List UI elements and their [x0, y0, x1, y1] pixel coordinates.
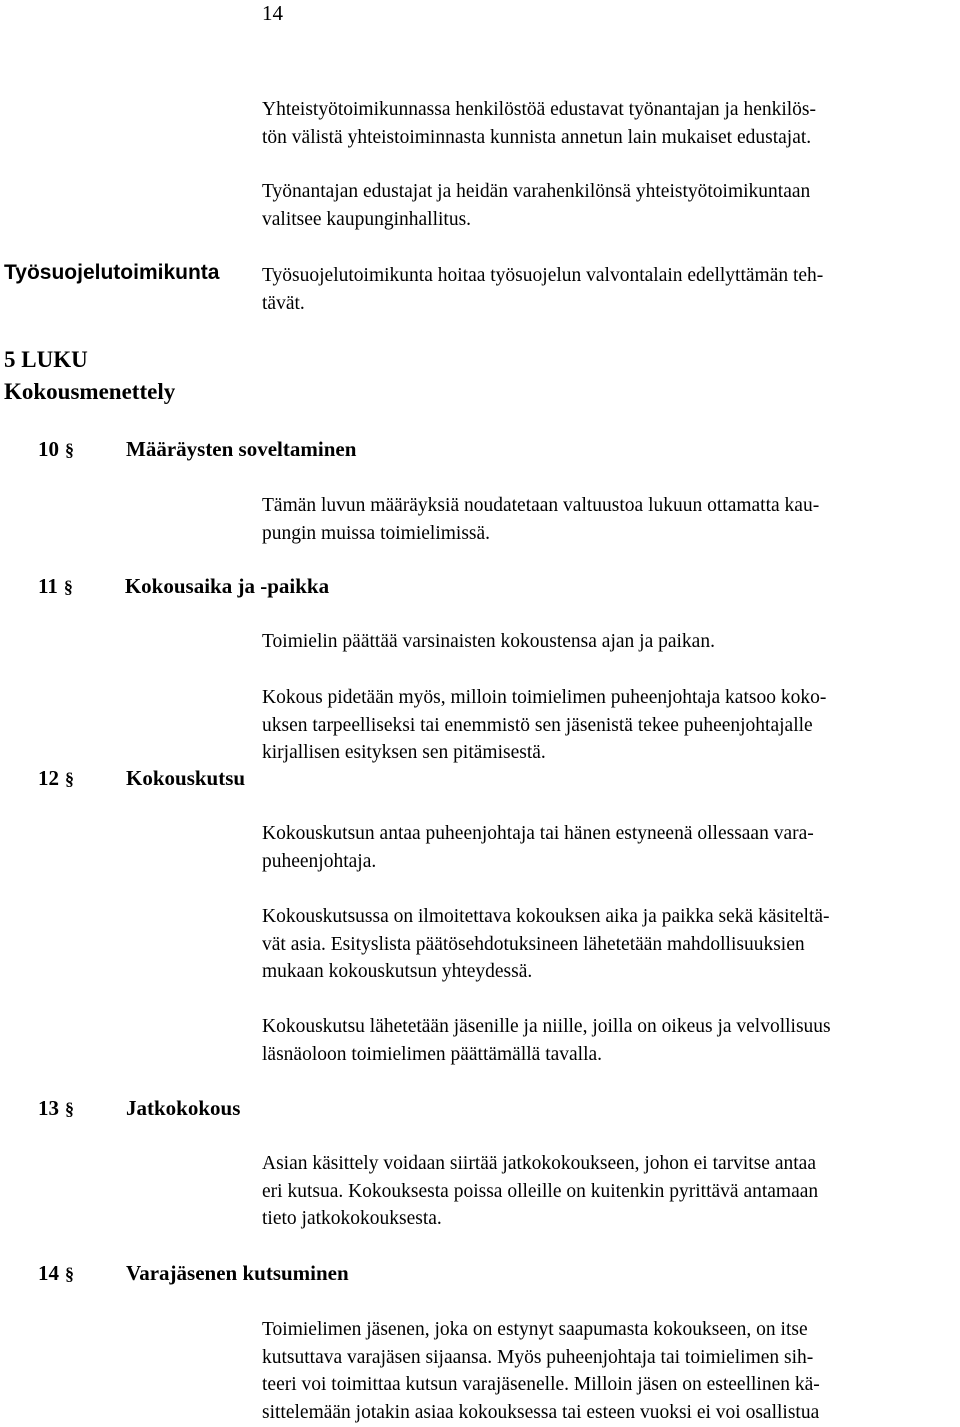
text-line: Kokouskutsu lähetetään jäsenille ja niille, joilla on oikeus ja velvollisuus: [262, 1016, 831, 1037]
section-title: Kokousaika ja -paikka: [124, 574, 330, 598]
section-title: Varajäsenen kutsuminen: [126, 1261, 349, 1285]
section-number: 14: [38, 1261, 59, 1285]
section-title: Jatkokokous: [126, 1096, 241, 1120]
text-line: Toimielimen jäsenen, joka on estynyt saapumasta kokoukseen, on itse: [262, 1319, 808, 1340]
text-line: mukaan kokouskutsun yhteydessä.: [262, 961, 533, 982]
text-line: uksen tarpeelliseksi tai enemmistö sen jäsenistä tekee puheenjohtajalle: [262, 714, 813, 736]
paragraph-employer-representatives: [262, 178, 958, 233]
paragraph-yhteistyotoimikunta-members: [262, 96, 958, 151]
paragraph-section-13: [262, 1150, 958, 1233]
section-sign-icon: §: [65, 769, 74, 789]
paragraph-section-12-a: [262, 820, 958, 875]
text-line: pungin muissa toimielimissä.: [262, 522, 491, 544]
margin-heading: Työsuojelutoimikunta: [4, 261, 220, 284]
chapter-heading: [4, 344, 175, 408]
paragraph-section-12-b: [262, 903, 958, 986]
text-line: Toimielin päättää varsinaisten kokoustensa ajan ja paikan.: [262, 631, 715, 652]
section-number: 12: [38, 766, 59, 790]
text-line: Työnantajan edustajat ja heidän varahenkilönsä yhteistyötoimikuntaan: [262, 181, 811, 202]
text-line: Työsuojelutoimikunta hoitaa työsuojelun valvontalain edellyttämän teh-: [262, 265, 824, 286]
text-line: tön välistä yhteistoiminnasta kunnista annetun lain mukaiset edustajat.: [262, 126, 812, 148]
text-line: kutsuttava varajäsen sijaansa. Myös puheenjohtaja tai toimielimen sih-: [262, 1346, 814, 1368]
chapter-title: Kokousmenettely: [4, 379, 176, 404]
text-line: läsnäoloon toimielimen päättämällä tavalla.: [262, 1043, 603, 1065]
text-line: sittelemään jotakin asiaa kokouksessa tai esteen vuoksi ei voi osallistua: [262, 1401, 820, 1423]
section-title: Määräysten soveltaminen: [126, 437, 357, 461]
text-line: Kokous pidetään myös, milloin toimielimen puheenjohtaja katsoo koko-: [262, 687, 827, 708]
paragraph-section-12-c: [262, 1013, 958, 1068]
text-line: tävät.: [262, 292, 305, 314]
text-line: eri kutsua. Kokouksesta poissa olleille on kuitenkin pyrittävä antamaan: [262, 1180, 819, 1202]
section-sign-icon: §: [65, 1099, 74, 1119]
section-sign-icon: §: [65, 1264, 74, 1284]
section-heading-12: [38, 765, 245, 793]
paragraph-section-11-a: [262, 628, 958, 656]
text-line: Yhteistyötoimikunnassa henkilöstöä edustavat työnantajan ja henkilös-: [262, 99, 817, 120]
text-line: Kokouskutsun antaa puheenjohtaja tai hänen estyneenä ollessaan vara-: [262, 823, 814, 844]
paragraph-section-11-b: [262, 684, 958, 767]
section-heading-11: [38, 573, 329, 601]
paragraph-section-14: [262, 1316, 958, 1426]
text-line: Tämän luvun määräyksiä noudatetaan valtuustoa lukuun ottamatta kau-: [262, 495, 820, 516]
section-number: 11: [38, 574, 58, 598]
section-number: 13: [38, 1096, 59, 1120]
text-line: Asian käsittely voidaan siirtää jatkokokoukseen, johon ei tarvitse antaa: [262, 1153, 816, 1174]
text-line: vät asia. Esityslista päätösehdotuksineen lähetetään mahdollisuuksien: [262, 933, 805, 955]
text-line: teeri voi toimittaa kutsun varajäsenelle. Milloin jäsen on esteellinen kä-: [262, 1374, 820, 1395]
text-line: Kokouskutsussa on ilmoitettava kokouksen aika ja paikka sekä käsiteltä-: [262, 906, 830, 927]
section-sign-icon: §: [63, 577, 73, 597]
page-number: 14: [262, 1, 283, 25]
section-sign-icon: §: [65, 440, 74, 460]
section-number: 10: [38, 437, 59, 461]
text-line: valitsee kaupunginhallitus.: [262, 208, 472, 230]
paragraph-section-10: [262, 492, 958, 547]
section-heading-10: [38, 436, 356, 464]
text-line: puheenjohtaja.: [262, 850, 377, 872]
paragraph-tyosuojelutoimikunta: [262, 262, 958, 317]
section-heading-14: [38, 1260, 349, 1288]
section-title: Kokouskutsu: [126, 766, 246, 790]
chapter-number: 5 LUKU: [4, 347, 88, 372]
text-line: kirjallisen esityksen sen pitämisestä.: [262, 742, 546, 763]
text-line: tieto jatkokokouksesta.: [262, 1208, 442, 1229]
section-heading-13: [38, 1095, 240, 1123]
